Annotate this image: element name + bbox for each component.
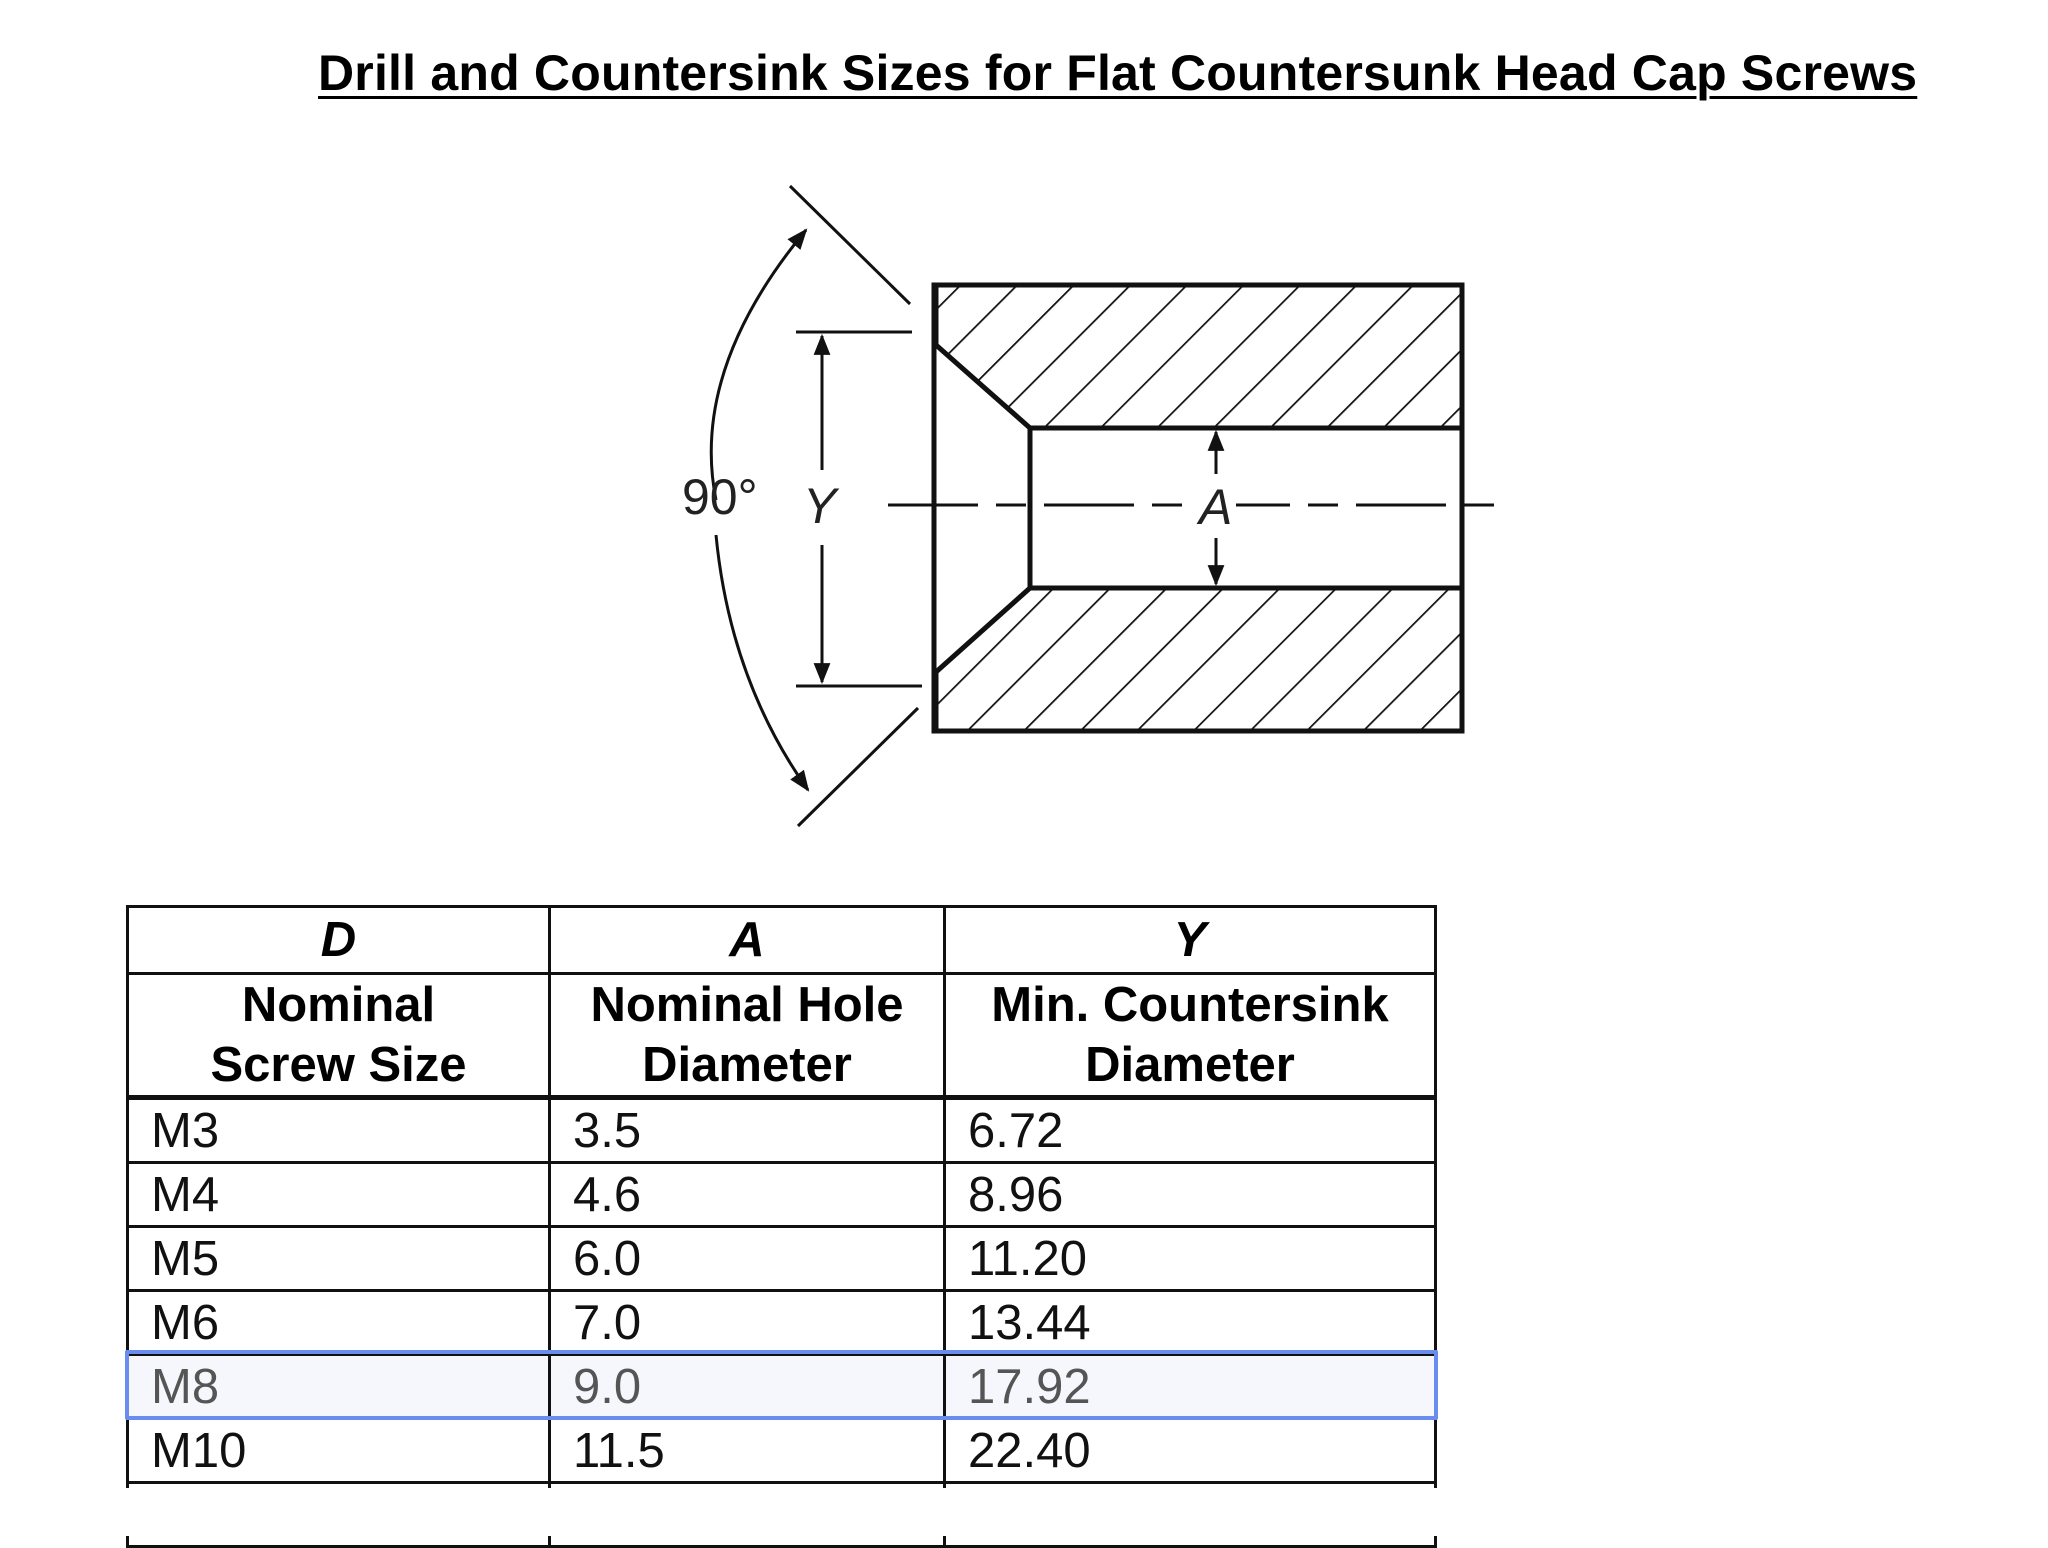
angle-label: 90° <box>682 469 758 525</box>
material-section-top <box>936 285 1462 428</box>
col-header-countersink-diameter: Min. Countersink Diameter <box>945 974 1436 1098</box>
table-row: M4 4.6 8.96 <box>128 1163 1436 1227</box>
col-header-screw-size: Nominal Screw Size <box>128 974 550 1098</box>
dimension-a-label: A <box>1199 479 1233 535</box>
table-row-highlighted[interactable]: M8 9.0 17.92 <box>128 1355 1436 1419</box>
drill-size-table <box>126 905 1437 1548</box>
extension-line-top <box>790 186 910 304</box>
table-header-letters <box>128 907 1436 974</box>
table-row: M6 7.0 13.44 <box>128 1291 1436 1355</box>
dimension-y-label: Y <box>803 478 837 534</box>
material-section-bottom <box>936 588 1462 730</box>
page-title: Drill and Countersink Sizes for Flat Countersunk Head Cap Screws <box>318 45 1918 101</box>
col-header-hole-diameter: Nominal Hole Diameter <box>550 974 945 1098</box>
table-row: M10 11.5 22.40 <box>128 1419 1436 1483</box>
table-row: M5 6.0 11.20 <box>128 1227 1436 1291</box>
col-letter-d: D <box>128 907 550 974</box>
col-letter-a: A <box>550 907 945 974</box>
col-letter-y: Y <box>945 907 1436 974</box>
page-cutoff <box>126 1488 1438 1536</box>
extension-line-bottom <box>798 708 918 826</box>
table-header-names <box>128 974 1436 1098</box>
angle-arc <box>711 230 806 500</box>
table-row: M3 3.5 6.72 <box>128 1098 1436 1163</box>
